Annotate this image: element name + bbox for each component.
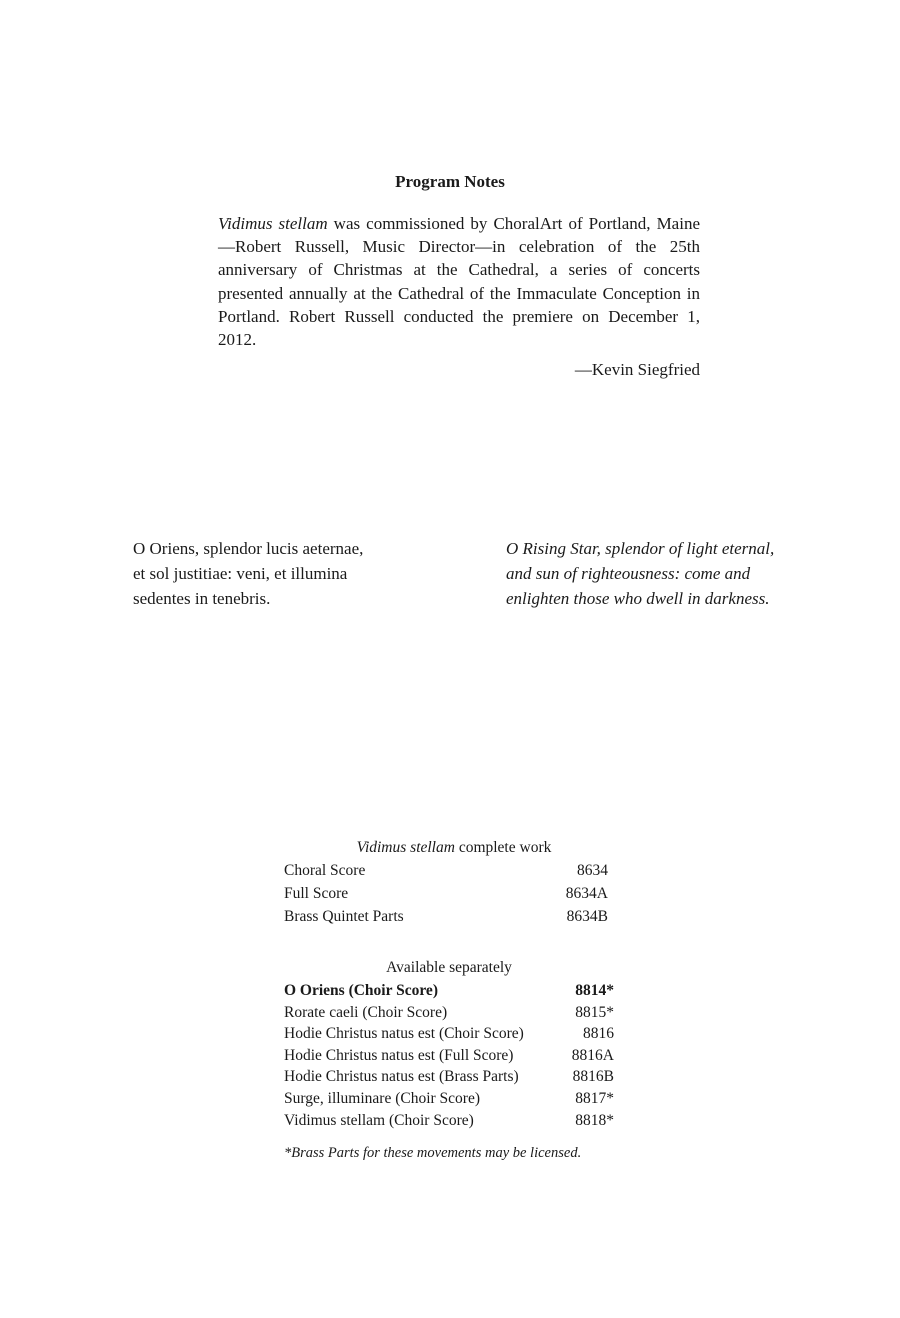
catalog-listing [284, 836, 624, 1162]
catalog-item-number: 8816B [572, 1068, 614, 1086]
latin-line: et sol justitiae: veni, et illumina [133, 564, 348, 583]
catalog-row [284, 980, 624, 1002]
catalog-row [284, 882, 624, 905]
english-line: enlighten those who dwell in darkness. [506, 589, 770, 608]
work-title: Vidimus stellam [218, 214, 328, 233]
catalog-item-title: Surge, illuminare (Choir Score) [284, 1089, 481, 1107]
notes-body: was commissioned by ChoralArt of Portland, Maine—Robert Russell, Music Director—in celebration of the 25th anniversary of Christmas at the Cathedral, a series of concerts presented annually at the Cathedral of the Immaculate Conception in Portland. Robert Russell conducted the premiere on December 1, 2012. [218, 214, 700, 350]
catalog-item-title: Hodie Christus natus est (Full Score) [284, 1046, 514, 1064]
english-line: and sun of righteousness: come and [506, 564, 751, 583]
latin-text [133, 536, 463, 611]
catalog-item-title: Brass Quintet Parts [284, 908, 404, 925]
catalog-item-title: Rorate caeli (Choir Score) [284, 1003, 448, 1021]
catalog-item-number: 8815* [575, 1003, 614, 1021]
complete-work-title-rest: complete work [454, 839, 552, 856]
complete-work-title-italic: Vidimus stellam [356, 839, 455, 856]
catalog-item-title: Hodie Christus natus est (Choir Score) [284, 1025, 524, 1043]
catalog-item-number: 8817* [575, 1089, 614, 1107]
catalog-row [284, 1066, 624, 1088]
catalog-item-number: 8816 [583, 1025, 614, 1043]
latin-line: O Oriens, splendor lucis aeternae, [133, 539, 364, 558]
latin-line: sedentes in tenebris. [133, 589, 271, 608]
catalog-item-title: Vidimus stellam (Choir Score) [284, 1111, 474, 1129]
catalog-row [284, 1002, 624, 1024]
program-notes-paragraph [218, 212, 700, 351]
catalog-item-number: 8634 [577, 862, 608, 879]
catalog-row [284, 905, 624, 928]
footnote: *Brass Parts for these movements may be licensed. [284, 1145, 582, 1162]
complete-work-title [284, 836, 624, 859]
catalog-item-title: Choral Score [284, 862, 366, 879]
catalog-row [284, 1088, 624, 1110]
catalog-item-number: 8634B [566, 908, 608, 925]
english-translation [506, 536, 826, 611]
catalog-row [284, 1023, 624, 1045]
catalog-item-title: Full Score [284, 885, 349, 902]
catalog-item-title: Hodie Christus natus est (Brass Parts) [284, 1068, 519, 1086]
catalog-item-number: 8634A [565, 885, 608, 902]
english-line: O Rising Star, splendor of light eternal, [506, 539, 775, 558]
catalog-row [284, 859, 624, 882]
complete-work-section [284, 836, 624, 928]
catalog-item-number: 8818* [575, 1111, 614, 1129]
available-separately-section [284, 956, 624, 1162]
catalog-item-title: O Oriens (Choir Score) [284, 982, 438, 999]
catalog-item-number: 8814* [575, 982, 614, 999]
catalog-row [284, 1045, 624, 1067]
page-title: Program Notes [395, 172, 505, 191]
catalog-row [284, 1110, 624, 1132]
available-separately-title: Available separately [386, 959, 512, 976]
catalog-item-number: 8816A [571, 1046, 614, 1064]
author-attribution: —Kevin Siegfried [574, 360, 700, 379]
